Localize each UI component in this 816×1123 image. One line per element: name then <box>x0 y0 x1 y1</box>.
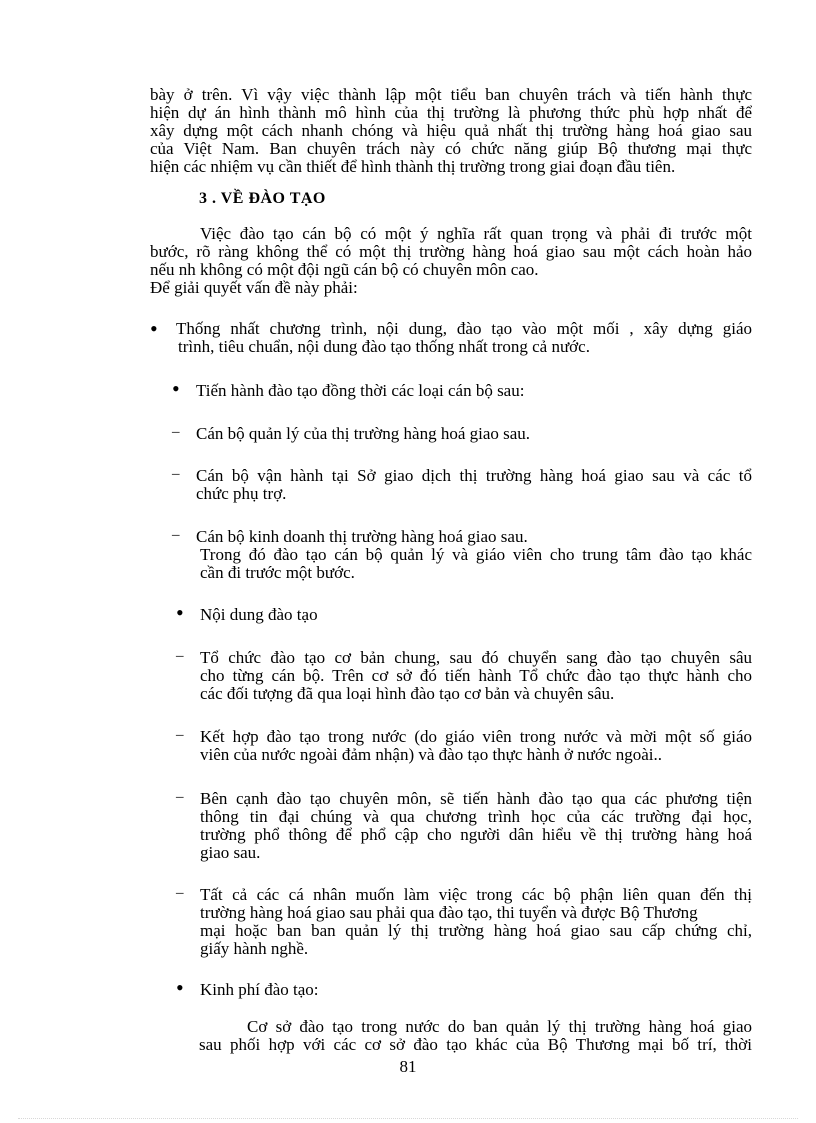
dash-marker: – <box>172 527 180 543</box>
text-line: Tiến hành đào tạo đồng thời các loại cán bộ sau: <box>196 381 525 400</box>
text-line: hiện dự án hình thành mô hình của thị trường là phương thức phù hợp nhất để <box>150 103 752 122</box>
text-line: giấy hành nghề. <box>200 939 309 958</box>
bullet-item-training-types <box>196 382 752 400</box>
dash-item-domestic-foreign <box>200 728 752 764</box>
dash-marker: – <box>176 885 184 901</box>
text-line: Bên cạnh đào tạo chuyên môn, sẽ tiến hành đào tạo qua các phương tiện <box>200 789 752 808</box>
page-divider <box>18 1118 798 1119</box>
text-line: Kết hợp đào tạo trong nước (do giáo viên trong nước và mời một số giáo <box>200 727 752 746</box>
text-line: của Việt Nam. Ban chuyên trách này có chức năng giúp Bộ thương mại thực <box>150 139 752 158</box>
intro-paragraph <box>150 86 752 176</box>
text-line: Tất cả các cá nhân muốn làm việc trong các bộ phận liên quan đến thị <box>200 885 752 904</box>
page-number: 81 <box>399 1057 417 1076</box>
dash-item-traders <box>196 528 752 582</box>
text-line: bước, rõ ràng không thể có một thị trường hàng hoá giao sau một cách hoàn hảo <box>150 242 752 261</box>
text-line: xây dựng một cách nhanh chóng và hiệu quả nhất thị trường hàng hoá giao sau <box>150 121 752 140</box>
text-line: bày ở trên. Vì vậy việc thành lập một tiểu ban chuyên trách và tiến hành thực <box>150 85 752 104</box>
text-line: trình, tiêu chuẩn, nội dung đào tạo thống nhất trong cả nước. <box>178 337 590 356</box>
text-line: Cơ sở đào tạo trong nước do ban quản lý thị trường hàng hoá giao <box>247 1017 752 1036</box>
dash-item-managers <box>196 425 752 443</box>
text-line: nếu nh không có một đội ngũ cán bộ có chuyên môn cao. <box>150 260 539 279</box>
bullet-marker: • <box>176 975 184 1000</box>
dash-marker: – <box>172 424 180 440</box>
dash-item-operators <box>196 467 752 503</box>
bullet-marker: • <box>172 376 180 401</box>
text-line: hiện các nhiệm vụ cần thiết để hình thành thị trường trong giai đoạn đầu tiên. <box>150 157 676 176</box>
dash-marker: – <box>176 789 184 805</box>
text-line: chức phụ trợ. <box>196 484 287 503</box>
text-line: Cán bộ quản lý của thị trường hàng hoá giao sau. <box>196 424 531 443</box>
text-line: trường phổ thông để phổ cập cho người dân hiểu về thị trường hàng hoá <box>200 825 752 844</box>
bullet-item-unify-curriculum <box>176 320 752 356</box>
funding-paragraph <box>199 1018 752 1054</box>
text-line: Việc đào tạo cán bộ có một ý nghĩa rất quan trọng và phải đi trước một <box>200 224 752 243</box>
text-line: Thống nhất chương trình, nội dung, đào tạo vào một mối , xây dựng giáo <box>176 319 752 338</box>
text-line: cho từng cán bộ. Trên cơ sở đó tiến hành Tổ chức đào tạo thực hành cho <box>200 666 752 685</box>
dash-marker: – <box>176 727 184 743</box>
text-line: Tổ chức đào tạo cơ bản chung, sau đó chuyển sang đào tạo chuyên sâu <box>200 648 752 667</box>
bullet-item-content <box>200 606 752 624</box>
bullet-marker: • <box>150 316 158 341</box>
text-line: Cán bộ kinh doanh thị trường hàng hoá giao sau. <box>196 527 528 546</box>
text-line: thông tin đại chúng và qua chương trình học của các trường đại học, <box>200 807 752 826</box>
text-line: Trong đó đào tạo cán bộ quản lý và giáo viên cho trung tâm đào tạo khác <box>200 545 752 564</box>
text-line: Cán bộ vận hành tại Sở giao dịch thị trường hàng hoá giao sau và các tổ <box>196 466 752 485</box>
text-line: giao sau. <box>200 843 261 862</box>
section-heading: 3 . VỀ ĐÀO TẠO <box>199 190 326 207</box>
text-line: Nội dung đào tạo <box>200 605 318 624</box>
dash-marker: – <box>176 648 184 664</box>
text-line: Kinh phí đào tạo: <box>200 980 319 999</box>
training-paragraph <box>150 225 752 297</box>
bullet-marker: • <box>176 600 184 625</box>
text-line: cần đi trước một bước. <box>200 563 355 582</box>
text-line: mại hoặc ban ban quản lý thị trường hàng hoá giao sau cấp chứng chỉ, <box>200 921 752 940</box>
text-line: Để giải quyết vấn đề này phải: <box>150 278 358 297</box>
text-line: viên của nước ngoài đảm nhận) và đào tạo thực hành ở nước ngoài.. <box>200 745 662 764</box>
dash-item-certification <box>200 886 752 958</box>
text-line: các đối tượng đã qua loại hình đào tạo cơ bản và chuyên sâu. <box>200 684 615 703</box>
dash-marker: – <box>172 466 180 482</box>
text-line: trường hàng hoá giao sau phải qua đào tạo, thi tuyển và được Bộ Thương <box>200 903 698 922</box>
bullet-item-funding <box>200 981 752 999</box>
dash-item-public-education <box>200 790 752 862</box>
dash-item-basic-training <box>200 649 752 703</box>
text-line: sau phối hợp với các cơ sở đào tạo khác của Bộ Thương mại bố trí, thời <box>199 1035 752 1054</box>
